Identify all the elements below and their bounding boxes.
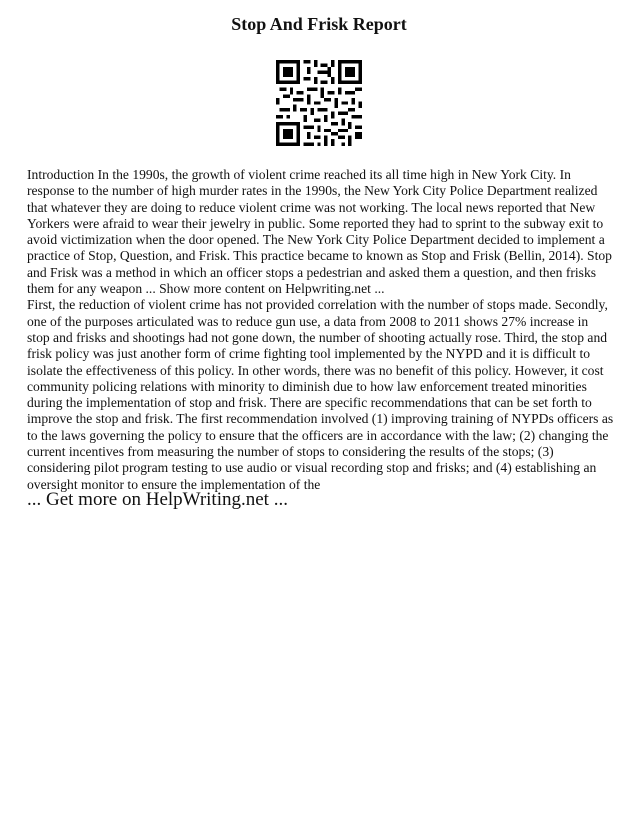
document-body bbox=[27, 167, 614, 493]
paragraph-introduction: Introduction In the 1990s, the growth of violent crime reached its all time high in New York City. In response to the number of high murder rates in the 1990s, the New York City Police Department realized that whatever they are doing to reduce violent crime was not working. The local news reported that New Yorkers were afraid to wear their jewelry in public. Some reported they had to sprint to the subway exit to avoid victimization when the door opened. The New York City Police Department decided to implement a practice of Stop, Question, and Frisk. This practice became to known as Stop and Frisk (Bellin, 2014). Stop and Frisk was a method in which an officer stops a pedestrian and asked them a question, and then frisks them for any weapon ... Show more content on Helpwriting.net ... bbox=[27, 167, 612, 297]
paragraph-recommendations: First, the reduction of violent crime has not provided correlation with the number of stops made. Secondly, one of the purposes articulated was to reduce gun use, a data from 2008 to 2011 shows 27% increase in stop and frisks and shootings had not gone down, the number of shooting actually rose. Third, the stop and frisk policy was just another form of crime fighting tool implemented by the NYPD and it is difficult to isolate the effectiveness of this policy. In other words, there was no benefit of this policy. However, it cost community policing relations with minority to diminish due to how law enforcement treated minorities during the implementation of stop and frisk. There are specific recommendations that can be set forth to improve the stop and frisk. The first recommendation involved (1) improving training of NYPDs officers as to the laws governing the policy to ensure that the officers are in accordance with the law; (2) changing the current incentives from measuring the number of stops to considering the results of the stops; (3) considering pilot program testing to use audio or visual recording stop and frisks; and (4) establishing an oversight monitor to ensure the implementation of the bbox=[27, 297, 614, 492]
qr-code-icon bbox=[276, 60, 362, 146]
document-title: Stop And Frisk Report bbox=[231, 14, 407, 34]
get-more-link[interactable]: ... Get more on HelpWriting.net ... bbox=[27, 489, 288, 510]
